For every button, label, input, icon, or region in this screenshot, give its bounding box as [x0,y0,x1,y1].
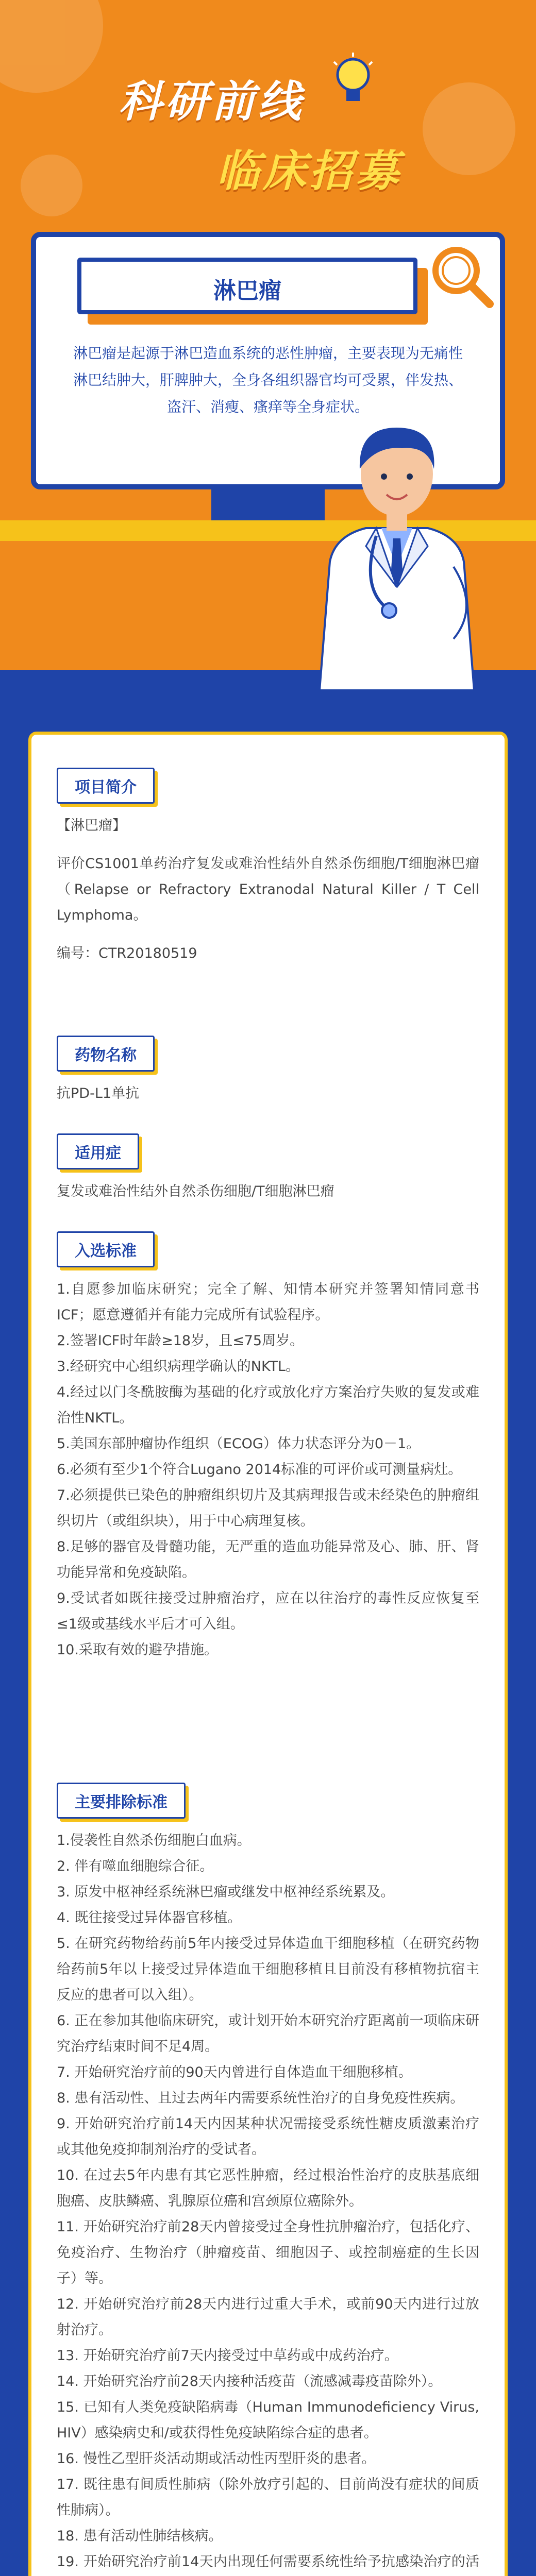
hero-description: 淋巴瘤是起源于淋巴造血系统的恶性肿瘤，主要表现为无痛性淋巴结肿大，肝脾肿大，全身各组织器官均可受累，伴发热、盗汗、消瘦、瘙痒等全身症状。 [73,345,463,415]
list-item: 6. 正在参加其他临床研究，或计划开始本研究治疗距离前一项临床研究治疗结束时间不足4周。 [57,2013,479,2055]
decor-circle [423,82,515,175]
list-item: 5.美国东部肿瘤协作组织（ECOG）体力状态评分为0－1。 [57,1436,421,1452]
section-title: 项目简介 [57,768,155,804]
hero-banner [0,0,536,711]
list-item: 2. 伴有噬血细胞综合征。 [57,1858,214,1874]
section-body [57,1081,479,1107]
list-item: 17. 既往患有间质性肺病（除外放疗引起的、目前尚没有症状的间质性肺病）。 [57,2477,479,2518]
list-item: 7.必须提供已染色的肿瘤组织切片及其病理报告或未经染色的肿瘤组织切片（或组织块），用于中心病理复核。 [57,1487,479,1529]
section-title: 入选标准 [57,1231,155,1267]
magnifier-icon [428,242,495,309]
list-item: 9.受试者如既往接受过肿瘤治疗，应在以往治疗的毒性反应恢复至≤1级或基线水平后才可入组。 [57,1590,479,1632]
list-item: 8.足够的器官及骨髓功能，无严重的造血功能异常及心、肺、肝、肾功能异常和免疫缺陷。 [57,1539,479,1581]
list-item: 12. 开始研究治疗前28天内进行过重大手术，或前90天内进行过放射治疗。 [57,2296,479,2338]
list-item: 18. 患有活动性肺结核病。 [57,2528,223,2544]
list-item: 10.采取有效的避孕措施。 [57,1642,218,1658]
section-body [57,1179,479,1205]
decor-circle [0,0,103,93]
list-item: 11. 开始研究治疗前28天内曾接受过全身性抗肿瘤治疗，包括化疗、免疫治疗、生物治疗（肿瘤疫苗、细胞因子、或控制癌症的生长因子）等。 [57,2219,479,2286]
section-indication [57,1133,479,1205]
list-item: 14. 开始研究治疗前28天内接种活疫苗（流感减毒疫苗除外）。 [57,2374,442,2389]
section-title: 适用症 [57,1133,139,1170]
list-item: 1.侵袭性自然杀伤细胞白血病。 [57,1833,251,1849]
list-item: 8. 患有活动性、且过去两年内需要系统性治疗的自身免疫性疾病。 [57,2090,464,2106]
list-item: 1.自愿参加临床研究；完全了解、知情本研究并签署知情同意书ICF；愿意遵循并有能力完成所有试验程序。 [57,1281,479,1323]
list-item: 5. 在研究药物给药前5年内接受过异体造血干细胞移植（在研究药物给药前5年以上接受过异体造血干细胞移植且目前没有移植物抗宿主反应的患者可以入组）。 [57,1936,479,2003]
section-exclusion [57,1783,479,2576]
list-item: 3.经研究中心组织病理学确认的NKTL。 [57,1359,300,1375]
banner-title-box [77,258,417,314]
section-intro [57,768,479,967]
list-item: 6.必须有至少1个符合Lugano 2014标准的可评价或可测量病灶。 [57,1462,462,1478]
list-item: 16. 慢性乙型肝炎活动期或活动性丙型肝炎的患者。 [57,2451,376,2467]
list-item: 2.签署ICF时年龄≥18岁，且≤75周岁。 [57,1333,304,1349]
section-drug [57,1036,479,1107]
list-item: 4. 既往接受过异体器官移植。 [57,1910,242,1926]
section-inclusion [57,1231,479,1663]
list-item: 3. 原发中枢神经系统淋巴瘤或继发中枢神经系统累及。 [57,1884,395,1900]
doctor-illustration [299,392,495,690]
list-item: 13. 开始研究治疗前7天内接受过中草药或中成药治疗。 [57,2348,398,2364]
lightbulb-icon [330,52,376,113]
section-title: 药物名称 [57,1036,155,1072]
exclusion-list [57,1828,479,2576]
indication-text: 复发或难治性结外自然杀伤细胞/T细胞淋巴瘤 [57,1183,334,1199]
list-item: 7. 开始研究治疗前的90天内曾进行自体造血干细胞移植。 [57,2064,412,2080]
drug-name: 抗PD-L1单抗 [57,1086,140,1101]
hero-title-line2: 临床招募 [216,146,403,196]
list-item: 4.经过以门冬酰胺酶为基础的化疗或放化疗方案治疗失败的复发或难治性NKTL。 [57,1384,479,1426]
intro-code: 编号：CTR20180519 [57,945,197,961]
section-title: 主要排除标准 [57,1783,186,1819]
intro-tag: 【淋巴瘤】 [57,818,126,834]
intro-description: 评价CS1001单药治疗复发或难治性结外自然杀伤细胞/T细胞淋巴瘤（Relapse or Refractory Extranodal Natural Killer / T Cell Lymphoma。 [57,856,479,923]
list-item: 9. 开始研究治疗前14天内因某种状况需接受系统性糖皮质激素治疗或其他免疫抑制剂治疗的受试者。 [57,2116,479,2158]
banner-title: 淋巴瘤 [213,278,281,304]
inclusion-list [57,1277,479,1663]
list-item: 19. 开始研究治疗前14天内出现任何需要系统性给予抗感染治疗的活 [57,2554,479,2570]
list-item: 10. 在过去5年内患有其它恶性肿瘤，经过根治性治疗的皮肤基底细胞癌、皮肤鳞癌、乳腺原位癌和宫颈原位癌除外。 [57,2167,479,2209]
hero-title-line1: 科研前线 [119,76,305,127]
decor-circle [21,155,82,216]
list-item: 15. 已知有人类免疫缺陷病毒（Human Immunodeficiency Virus, HIV）感染病史和/或获得性免疫缺陷综合症的患者。 [57,2399,479,2441]
section-body [57,813,479,967]
